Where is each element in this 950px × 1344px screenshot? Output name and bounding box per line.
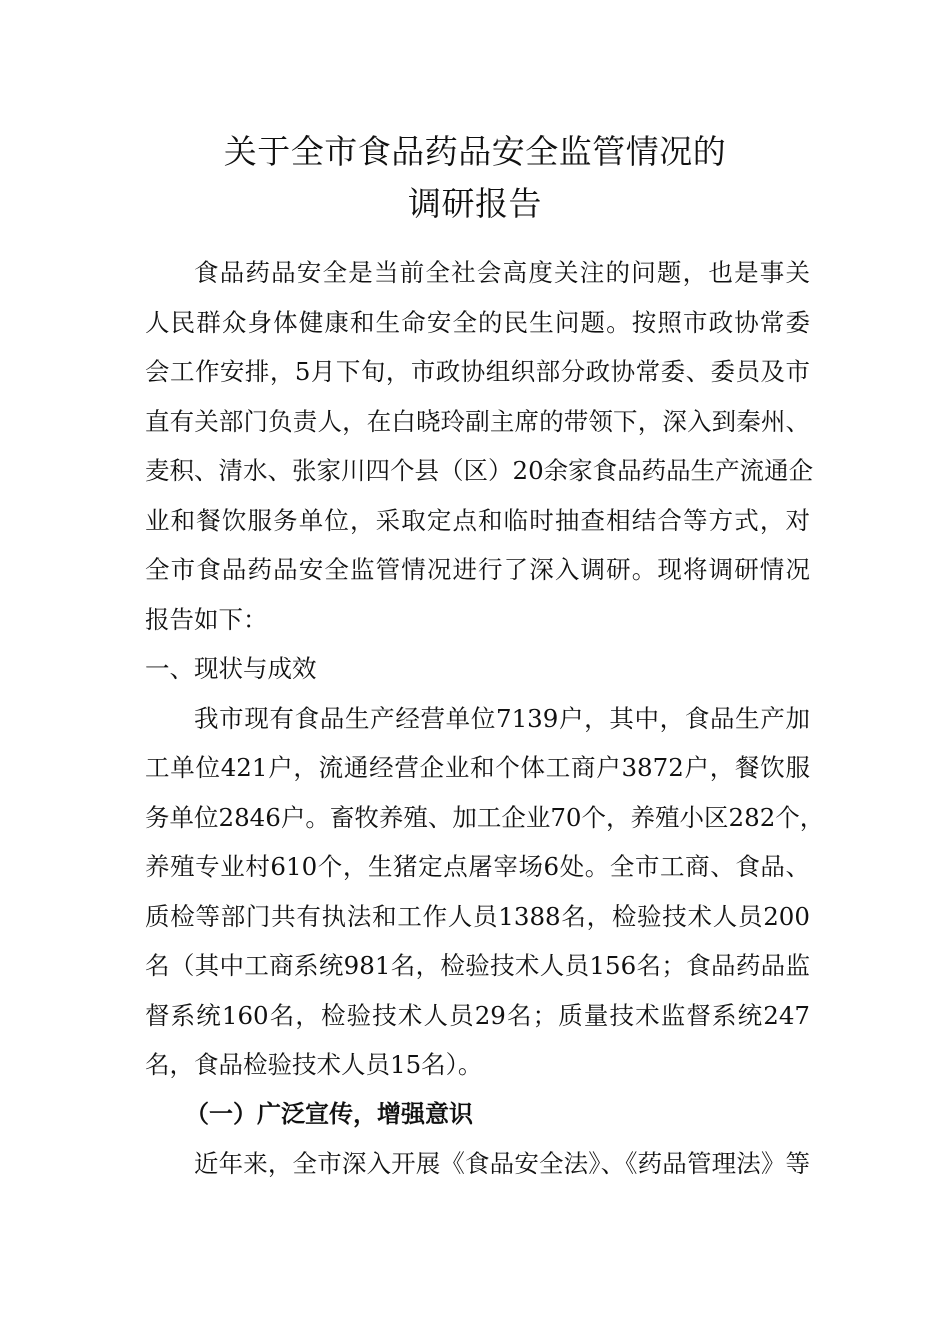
text-line: 直有关部门负责人，在白晓玲副主席的带领下，深入到秦州、: [145, 406, 810, 436]
text-line: 名（其中工商系统981名，检验技术人员156名；食品药品监: [145, 951, 810, 980]
title-line-1: 关于全市食品药品安全监管情况的: [223, 132, 727, 171]
text-line: 务单位2846户。畜牧养殖、加工企业70个，养殖小区282个，: [145, 802, 825, 832]
text-line: 我市现有食品生产经营单位7139户，其中，食品生产加: [194, 703, 810, 733]
paragraph-publicity: [145, 1139, 810, 1189]
text-line: 麦积、清水、张家川四个县（区）20余家食品药品生产流通企: [145, 456, 814, 485]
text-line: 近年来，全市深入开展《食品安全法》、《药品管理法》等: [194, 1149, 810, 1178]
text-line: 业和餐饮服务单位，采取定点和临时抽查相结合等方式，对: [145, 505, 810, 535]
text-line: 质检等部门共有执法和工作人员1388名，检验技术人员200: [145, 901, 810, 931]
text-line: 会工作安排，5月下旬，市政协组织部分政协常委、委员及市: [145, 357, 810, 386]
text-line: 名，食品检验技术人员15名）。: [145, 1050, 483, 1079]
text-line: 食品药品安全是当前全社会高度关注的问题，也是事关: [194, 258, 810, 287]
report-title: [0, 126, 950, 230]
text-line: 全市食品药品安全监管情况进行了深入调研。现将调研情况: [145, 555, 810, 584]
title-line-2: 调研报告: [408, 184, 542, 223]
text-line: 工单位421户，流通经营企业和个体工商户3872户，餐饮服: [145, 753, 810, 782]
section-heading: 一、现状与成效: [145, 654, 317, 683]
paragraph-status: [145, 694, 825, 1090]
text-line: 督系统160名，检验技术人员29名；质量技术监督系统247: [145, 1000, 810, 1030]
text-line: 报告如下：: [145, 604, 268, 634]
paragraph-intro: [145, 248, 814, 644]
text-line: 养殖专业村610个，生猪定点屠宰场6处。全市工商、食品、: [145, 852, 810, 881]
subheading: （一）广泛宣传，增强意识: [185, 1099, 473, 1128]
report-body: [145, 248, 825, 1189]
text-line: 人民群众身体健康和生命安全的民生问题。按照市政协常委: [145, 307, 810, 337]
